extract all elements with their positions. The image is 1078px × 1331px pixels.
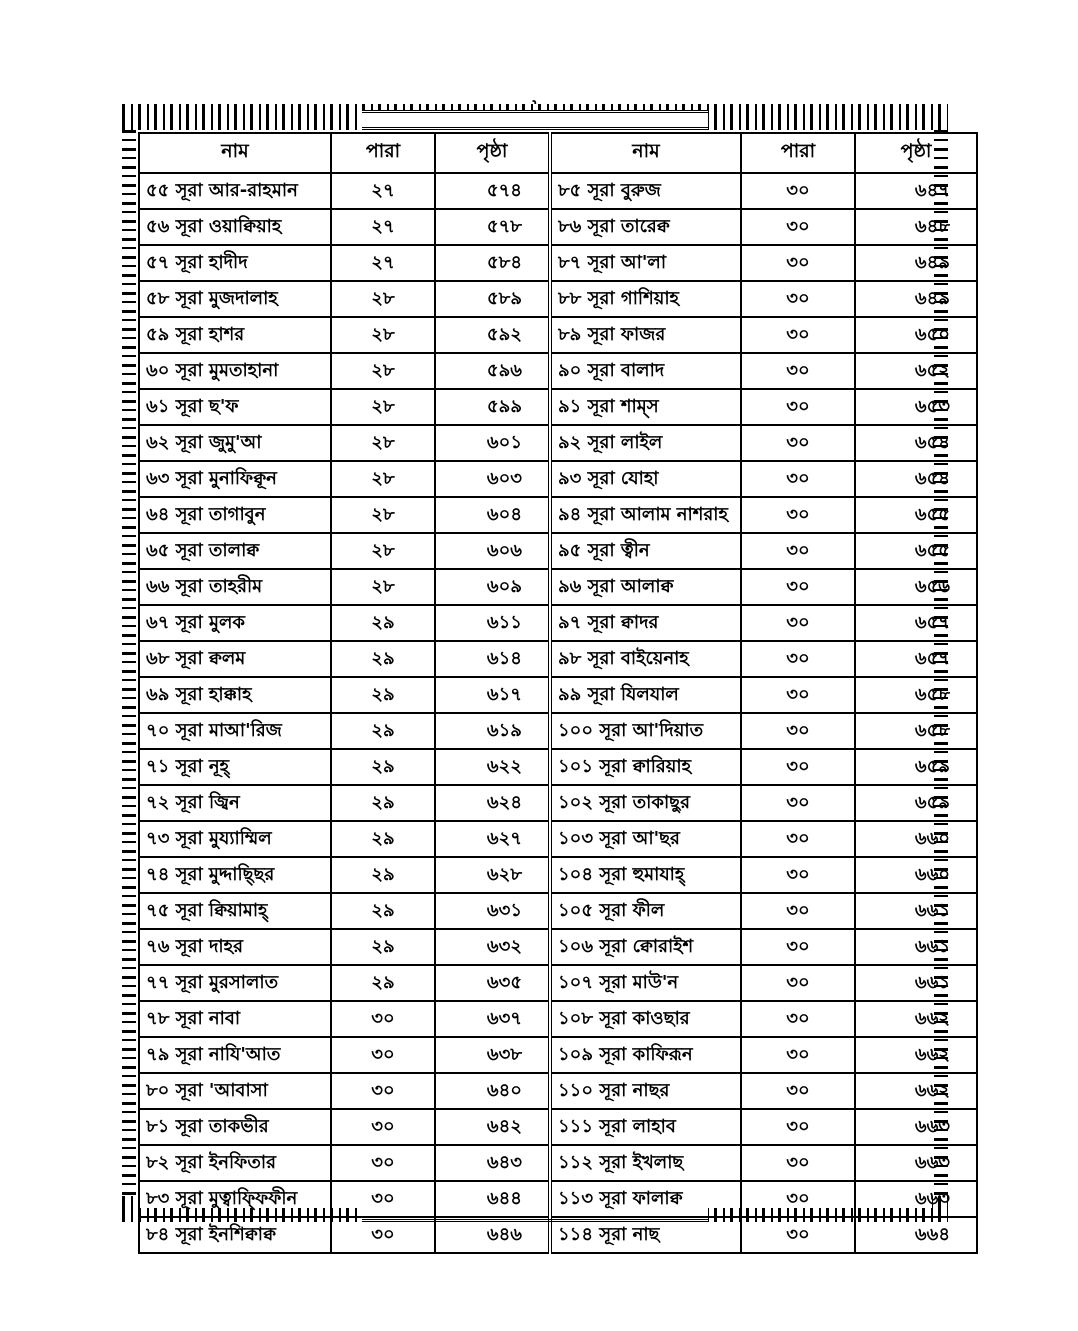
table-row <box>139 353 977 389</box>
cell-name-left: ৮৪ সূরা ইনশিক্বাক্ব <box>139 1217 331 1253</box>
cell-page-left: ৬০৯ <box>435 569 550 605</box>
column-header-name-right: নাম <box>550 133 741 173</box>
cell-page-right: ৬৫৮ <box>855 713 977 749</box>
cell-name-right: ১১২ সূরা ইখলাছ <box>550 1145 741 1181</box>
cell-page-right: ৬৬২ <box>855 1001 977 1037</box>
cell-name-right: ১০২ সূরা তাকাছুর <box>550 785 741 821</box>
cell-page-left: ৬০৩ <box>435 461 550 497</box>
table-row <box>139 497 977 533</box>
cell-name-right: ১১৩ সূরা ফালাক্ব <box>550 1181 741 1217</box>
cell-page-right: ৬৫২ <box>855 353 977 389</box>
table-row <box>139 857 977 893</box>
cell-name-right: ৯২ সূরা লাইল <box>550 425 741 461</box>
cell-page-left: ৫৯৬ <box>435 353 550 389</box>
cell-page-left: ৫৭৪ <box>435 173 550 209</box>
cell-page-right: ৬৫৬ <box>855 569 977 605</box>
cell-para-left: ২৯ <box>331 965 435 1001</box>
cell-page-right: ৬৬১ <box>855 929 977 965</box>
table-row <box>139 677 977 713</box>
cell-para-right: ৩০ <box>741 173 855 209</box>
cell-para-left: ২৯ <box>331 893 435 929</box>
cell-name-left: ৬৮ সূরা ক্বলম <box>139 641 331 677</box>
cell-page-left: ৬১৯ <box>435 713 550 749</box>
cell-name-left: ৫৫ সূরা আর-রাহমান <box>139 173 331 209</box>
cell-page-right: ৬৫৭ <box>855 605 977 641</box>
cell-para-left: ৩০ <box>331 1109 435 1145</box>
cell-name-left: ৬২ সূরা জুমু'আ <box>139 425 331 461</box>
cell-name-left: ৭৪ সূরা মুদ্দাছ্ছির <box>139 857 331 893</box>
cell-page-left: ৬২২ <box>435 749 550 785</box>
cell-name-left: ৬৭ সূরা মুলক <box>139 605 331 641</box>
cell-para-right: ৩০ <box>741 605 855 641</box>
left-ornament <box>122 130 136 1196</box>
cell-page-left: ৬০৬ <box>435 533 550 569</box>
cell-name-left: ৭৬ সূরা দাহর <box>139 929 331 965</box>
cell-para-left: ৩০ <box>331 1145 435 1181</box>
table-row <box>139 425 977 461</box>
cell-name-right: ৯৩ সূরা যোহা <box>550 461 741 497</box>
cell-page-left: ৬৩৮ <box>435 1037 550 1073</box>
cell-page-left: ৫৯৯ <box>435 389 550 425</box>
cell-para-right: ৩০ <box>741 857 855 893</box>
cell-page-left: ৬৩৫ <box>435 965 550 1001</box>
table-row <box>139 461 977 497</box>
surah-index-table <box>138 132 978 1254</box>
cell-para-right: ৩০ <box>741 929 855 965</box>
cell-name-left: ৬৫ সূরা তালাক্ব <box>139 533 331 569</box>
cell-page-left: ৬৪৩ <box>435 1145 550 1181</box>
cell-name-left: ৭৭ সূরা মুরসালাত <box>139 965 331 1001</box>
cell-para-left: ২৯ <box>331 605 435 641</box>
cell-name-left: ৬৩ সূরা মুনাফিক্বূন <box>139 461 331 497</box>
cell-page-left: ৬৩১ <box>435 893 550 929</box>
cell-page-left: ৬০১ <box>435 425 550 461</box>
cell-page-right: ৬৫৪ <box>855 425 977 461</box>
column-header-name-left: নাম <box>139 133 331 173</box>
cell-para-right: ৩০ <box>741 209 855 245</box>
cell-page-right: ৬৫৪ <box>855 461 977 497</box>
cell-name-left: ৭০ সূরা মাআ'রিজ <box>139 713 331 749</box>
top-ornament <box>122 104 948 130</box>
cell-name-left: ৮২ সূরা ইনফিতার <box>139 1145 331 1181</box>
cell-name-right: ৯৬ সূরা আলাক্ব <box>550 569 741 605</box>
cell-page-right: ৬৬৩ <box>855 1109 977 1145</box>
cell-para-left: ২৭ <box>331 209 435 245</box>
cell-para-right: ৩০ <box>741 569 855 605</box>
cell-page-left: ৬২৪ <box>435 785 550 821</box>
cell-para-right: ৩০ <box>741 1109 855 1145</box>
cell-para-left: ৩০ <box>331 1037 435 1073</box>
cell-name-right: ৯৭ সূরা ক্বাদর <box>550 605 741 641</box>
table-header-row <box>139 133 977 173</box>
cell-name-right: ৯৫ সূরা ত্বীন <box>550 533 741 569</box>
cell-para-left: ২৯ <box>331 713 435 749</box>
table-row <box>139 317 977 353</box>
cell-para-right: ৩০ <box>741 821 855 857</box>
table-row <box>139 173 977 209</box>
table-row <box>139 713 977 749</box>
cell-name-right: ১০৭ সূরা মাউ'ন <box>550 965 741 1001</box>
cell-para-right: ৩০ <box>741 641 855 677</box>
cell-name-right: ১১০ সূরা নাছর <box>550 1073 741 1109</box>
cell-page-right: ৬৪৭ <box>855 173 977 209</box>
cell-para-left: ২৭ <box>331 245 435 281</box>
cell-page-right: ৬৬৩ <box>855 1145 977 1181</box>
cell-name-left: ৭৫ সূরা ক্বিয়ামাহ্ <box>139 893 331 929</box>
cell-page-left: ৫৭৮ <box>435 209 550 245</box>
cell-page-right: ৬৫৯ <box>855 749 977 785</box>
table-row <box>139 389 977 425</box>
cell-name-right: ৮৮ সূরা গাশিয়াহ <box>550 281 741 317</box>
cell-name-right: ১০৪ সূরা হুমাযাহ্ <box>550 857 741 893</box>
cell-name-right: ১০০ সূরা আ'দিয়াত <box>550 713 741 749</box>
cell-para-right: ৩০ <box>741 389 855 425</box>
cell-para-right: ৩০ <box>741 1001 855 1037</box>
cell-page-right: ৬৬৪ <box>855 1217 977 1253</box>
table-row <box>139 533 977 569</box>
cell-name-left: ৮১ সূরা তাকভীর <box>139 1109 331 1145</box>
cell-para-left: ২৮ <box>331 569 435 605</box>
table-row <box>139 209 977 245</box>
cell-page-right: ৬৪৯ <box>855 281 977 317</box>
cell-page-right: ৬৬৩ <box>855 1181 977 1217</box>
cell-para-left: ২৮ <box>331 317 435 353</box>
cell-para-right: ৩০ <box>741 317 855 353</box>
cell-para-left: ২৯ <box>331 821 435 857</box>
cell-name-left: ৬৪ সূরা তাগাবুন <box>139 497 331 533</box>
cell-page-left: ৬৪২ <box>435 1109 550 1145</box>
cell-name-left: ৭৮ সূরা নাবা <box>139 1001 331 1037</box>
cell-page-right: ৬৫০ <box>855 317 977 353</box>
cell-name-left: ৬৯ সূরা হাক্কাহ <box>139 677 331 713</box>
cell-para-left: ২৭ <box>331 173 435 209</box>
column-header-page-right: পৃষ্ঠা <box>855 133 977 173</box>
cell-name-right: ১০৩ সূরা আ'ছর <box>550 821 741 857</box>
cell-page-left: ৬১১ <box>435 605 550 641</box>
cell-para-right: ৩০ <box>741 281 855 317</box>
table-row <box>139 281 977 317</box>
table-row <box>139 641 977 677</box>
cell-page-right: ৬৬১ <box>855 965 977 1001</box>
cell-para-left: ২৮ <box>331 425 435 461</box>
cell-name-right: ৯৯ সূরা যিলযাল <box>550 677 741 713</box>
table-row <box>139 1001 977 1037</box>
cell-page-left: ৬৪৬ <box>435 1217 550 1253</box>
cell-name-left: ৫৯ সূরা হাশর <box>139 317 331 353</box>
cell-page-left: ৬৪০ <box>435 1073 550 1109</box>
cell-name-left: ৮৩ সূরা মুত্বাফ্ফিফীন <box>139 1181 331 1217</box>
cell-name-right: ১০৫ সূরা ফীল <box>550 893 741 929</box>
table-row <box>139 605 977 641</box>
cell-para-right: ৩০ <box>741 245 855 281</box>
cell-page-left: ৬৪৪ <box>435 1181 550 1217</box>
cell-name-right: ৮৫ সূরা বুরুজ <box>550 173 741 209</box>
cell-para-left: ২৯ <box>331 641 435 677</box>
cell-para-right: ৩০ <box>741 713 855 749</box>
table-row <box>139 1109 977 1145</box>
table-row <box>139 569 977 605</box>
cell-page-left: ৬৩২ <box>435 929 550 965</box>
cell-name-right: ৮৬ সূরা তারেক্ব <box>550 209 741 245</box>
cell-page-left: ৫৮৯ <box>435 281 550 317</box>
cell-para-right: ৩০ <box>741 1181 855 1217</box>
cell-para-right: ৩০ <box>741 1217 855 1253</box>
cell-para-right: ৩০ <box>741 1073 855 1109</box>
cell-name-right: ১০৬ সূরা ক্বোরাইশ <box>550 929 741 965</box>
cell-para-left: ৩০ <box>331 1181 435 1217</box>
cell-para-right: ৩০ <box>741 893 855 929</box>
cell-para-right: ৩০ <box>741 533 855 569</box>
cell-page-left: ৬১৭ <box>435 677 550 713</box>
table-row <box>139 821 977 857</box>
cell-page-left: ৬২৭ <box>435 821 550 857</box>
table-row <box>139 1037 977 1073</box>
cell-name-left: ৬৬ সূরা তাহরীম <box>139 569 331 605</box>
cell-para-left: ২৯ <box>331 677 435 713</box>
cell-para-right: ৩০ <box>741 785 855 821</box>
cell-name-right: ৯৮ সূরা বাইয়েনাহ <box>550 641 741 677</box>
cell-page-right: ৬৫৯ <box>855 785 977 821</box>
cell-name-right: ৮৭ সূরা আ'লা <box>550 245 741 281</box>
cell-para-right: ৩০ <box>741 1145 855 1181</box>
surah-index-table-wrapper <box>138 132 950 1245</box>
cell-name-left: ৭৯ সূরা নাযি'আত <box>139 1037 331 1073</box>
cell-para-right: ৩০ <box>741 749 855 785</box>
cell-name-right: ১১১ সূরা লাহাব <box>550 1109 741 1145</box>
cell-page-right: ৬৬০ <box>855 821 977 857</box>
cell-para-right: ৩০ <box>741 425 855 461</box>
cell-para-left: ২৮ <box>331 533 435 569</box>
cell-name-left: ৭২ সূরা জ্বিন <box>139 785 331 821</box>
cell-name-left: ৫৬ সূরা ওয়াক্বিয়াহ <box>139 209 331 245</box>
cell-name-right: ১১৪ সূরা নাছ <box>550 1217 741 1253</box>
table-row <box>139 749 977 785</box>
cell-page-left: ৬০৪ <box>435 497 550 533</box>
cell-name-right: ১০৯ সূরা কাফিরূন <box>550 1037 741 1073</box>
cell-para-right: ৩০ <box>741 965 855 1001</box>
cell-page-right: ৬৫৫ <box>855 497 977 533</box>
cell-para-left: ২৮ <box>331 389 435 425</box>
table-row <box>139 785 977 821</box>
cell-para-right: ৩০ <box>741 1037 855 1073</box>
cell-name-left: ৭৩ সূরা মুয্যাম্মিল <box>139 821 331 857</box>
cell-para-left: ২৮ <box>331 497 435 533</box>
table-row <box>139 965 977 1001</box>
cell-page-right: ৬৬২ <box>855 1037 977 1073</box>
cell-para-left: ৩০ <box>331 1001 435 1037</box>
cell-page-left: ৬২৮ <box>435 857 550 893</box>
cell-page-left: ৫৮৪ <box>435 245 550 281</box>
table-row <box>139 929 977 965</box>
cell-para-left: ৩০ <box>331 1073 435 1109</box>
cell-page-right: ৬৬২ <box>855 1073 977 1109</box>
table-row <box>139 1181 977 1217</box>
cell-name-right: ৯৪ সূরা আলাম নাশরাহ <box>550 497 741 533</box>
cell-name-right: ১০৮ সূরা কাওছার <box>550 1001 741 1037</box>
table-row <box>139 1217 977 1253</box>
cell-para-right: ৩০ <box>741 677 855 713</box>
cell-page-right: ৬৫৭ <box>855 641 977 677</box>
cell-page-left: ৬১৪ <box>435 641 550 677</box>
cell-page-right: ৬৫৮ <box>855 677 977 713</box>
column-header-para-right: পারা <box>741 133 855 173</box>
cell-name-right: ৯১ সূরা শাম্স <box>550 389 741 425</box>
cell-page-left: ৫৯২ <box>435 317 550 353</box>
column-header-page-left: পৃষ্ঠা <box>435 133 550 173</box>
cell-page-right: ৬৫৫ <box>855 533 977 569</box>
cell-para-right: ৩০ <box>741 497 855 533</box>
table-body <box>139 173 977 1253</box>
cell-para-left: ২৯ <box>331 929 435 965</box>
cell-name-left: ৫৮ সূরা মুজদালাহ <box>139 281 331 317</box>
cell-name-left: ৬১ সূরা ছ'ফ <box>139 389 331 425</box>
cell-page-right: ৬৬১ <box>855 893 977 929</box>
cell-page-right: ৬৪৮ <box>855 209 977 245</box>
cell-name-right: ৯০ সূরা বালাদ <box>550 353 741 389</box>
cell-para-left: ২৮ <box>331 353 435 389</box>
cell-para-left: ২৯ <box>331 857 435 893</box>
cell-page-right: ৬৬০ <box>855 857 977 893</box>
cell-name-left: ৬০ সূরা মুমতাহানা <box>139 353 331 389</box>
cell-name-right: ৮৯ সূরা ফাজর <box>550 317 741 353</box>
table-row <box>139 893 977 929</box>
cell-name-right: ১০১ সূরা ক্বারিয়াহ <box>550 749 741 785</box>
cell-para-left: ২৯ <box>331 749 435 785</box>
cell-para-left: ২৯ <box>331 785 435 821</box>
cell-name-left: ৫৭ সূরা হাদীদ <box>139 245 331 281</box>
cell-page-right: ৬৫৩ <box>855 389 977 425</box>
cell-name-left: ৮০ সূরা 'আবাসা <box>139 1073 331 1109</box>
cell-para-right: ৩০ <box>741 461 855 497</box>
cell-para-right: ৩০ <box>741 353 855 389</box>
cell-para-left: ৩০ <box>331 1217 435 1253</box>
cell-name-left: ৭১ সূরা নূহ্ <box>139 749 331 785</box>
table-row <box>139 245 977 281</box>
column-header-para-left: পারা <box>331 133 435 173</box>
table-row <box>139 1145 977 1181</box>
cell-page-left: ৬৩৭ <box>435 1001 550 1037</box>
cell-para-left: ২৮ <box>331 281 435 317</box>
cell-page-right: ৬৪৯ <box>855 245 977 281</box>
cell-para-left: ২৮ <box>331 461 435 497</box>
table-row <box>139 1073 977 1109</box>
